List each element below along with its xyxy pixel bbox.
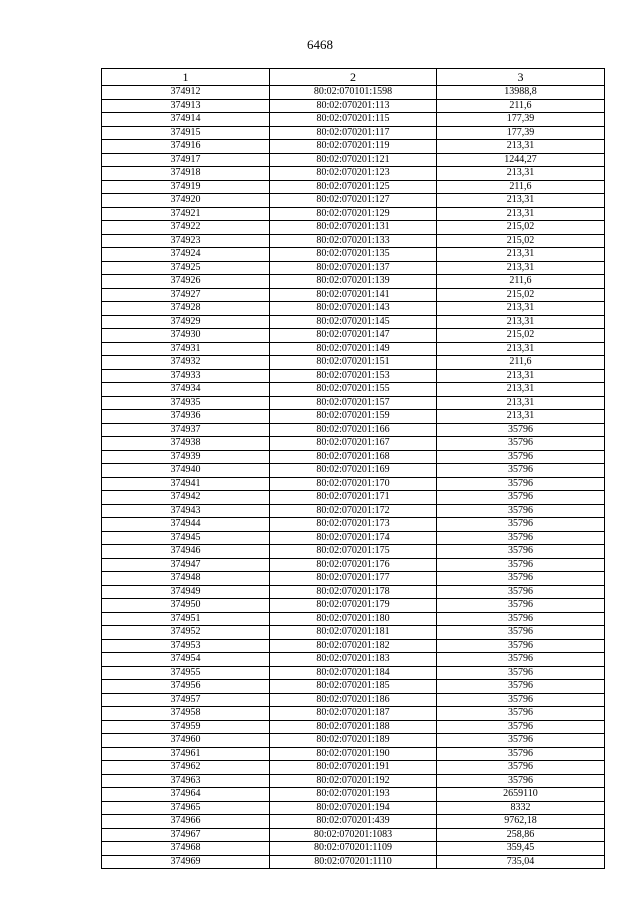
cadastral-number-cell: 80:02:070201:125 <box>270 180 437 194</box>
table-row <box>102 207 605 221</box>
value-cell: 177,39 <box>437 113 605 127</box>
value-cell: 213,31 <box>437 383 605 397</box>
value-cell: 35796 <box>437 491 605 505</box>
value-cell: 215,02 <box>437 221 605 235</box>
cadastral-number-cell: 80:02:070201:170 <box>270 477 437 491</box>
table-row <box>102 302 605 316</box>
record-number-cell: 374949 <box>102 585 270 599</box>
cadastral-number-cell: 80:02:070201:145 <box>270 315 437 329</box>
record-number-cell: 374912 <box>102 86 270 100</box>
record-number-cell: 374963 <box>102 774 270 788</box>
table-row <box>102 275 605 289</box>
table-row <box>102 774 605 788</box>
cadastral-number-cell: 80:02:070201:182 <box>270 639 437 653</box>
cadastral-number-cell: 80:02:070201:171 <box>270 491 437 505</box>
value-cell: 215,02 <box>437 329 605 343</box>
value-cell: 213,31 <box>437 369 605 383</box>
record-number-cell: 374959 <box>102 720 270 734</box>
value-cell: 213,31 <box>437 248 605 262</box>
record-number-cell: 374917 <box>102 153 270 167</box>
value-cell: 213,31 <box>437 410 605 424</box>
table-row <box>102 194 605 208</box>
value-cell: 35796 <box>437 518 605 532</box>
record-number-cell: 374965 <box>102 801 270 815</box>
cadastral-number-cell: 80:02:070201:174 <box>270 531 437 545</box>
value-cell: 211,6 <box>437 180 605 194</box>
record-number-cell: 374943 <box>102 504 270 518</box>
table-row <box>102 693 605 707</box>
record-number-cell: 374955 <box>102 666 270 680</box>
cadastral-number-cell: 80:02:070201:135 <box>270 248 437 262</box>
cadastral-number-cell: 80:02:070201:183 <box>270 653 437 667</box>
cadastral-number-cell: 80:02:070201:119 <box>270 140 437 154</box>
cadastral-number-cell: 80:02:070201:153 <box>270 369 437 383</box>
value-cell: 735,04 <box>437 855 605 869</box>
value-cell: 35796 <box>437 707 605 721</box>
table-row <box>102 666 605 680</box>
cadastral-number-cell: 80:02:070201:178 <box>270 585 437 599</box>
record-number-cell: 374946 <box>102 545 270 559</box>
cadastral-number-cell: 80:02:070201:176 <box>270 558 437 572</box>
cadastral-number-cell: 80:02:070201:143 <box>270 302 437 316</box>
cadastral-number-cell: 80:02:070201:167 <box>270 437 437 451</box>
table-row <box>102 599 605 613</box>
value-cell: 35796 <box>437 626 605 640</box>
record-number-cell: 374969 <box>102 855 270 869</box>
record-number-cell: 374967 <box>102 828 270 842</box>
record-number-cell: 374923 <box>102 234 270 248</box>
table-row <box>102 653 605 667</box>
record-number-cell: 374964 <box>102 788 270 802</box>
value-cell: 35796 <box>437 653 605 667</box>
record-number-cell: 374913 <box>102 99 270 113</box>
record-number-cell: 374954 <box>102 653 270 667</box>
cadastral-number-cell: 80:02:070201:169 <box>270 464 437 478</box>
value-cell: 35796 <box>437 612 605 626</box>
cadastral-number-cell: 80:02:070201:191 <box>270 761 437 775</box>
record-number-cell: 374933 <box>102 369 270 383</box>
value-cell: 215,02 <box>437 234 605 248</box>
cadastral-number-cell: 80:02:070201:185 <box>270 680 437 694</box>
value-cell: 35796 <box>437 734 605 748</box>
cadastral-number-cell: 80:02:070201:155 <box>270 383 437 397</box>
cadastral-number-cell: 80:02:070201:131 <box>270 221 437 235</box>
record-number-cell: 374945 <box>102 531 270 545</box>
value-cell: 35796 <box>437 666 605 680</box>
table-row <box>102 153 605 167</box>
table-row <box>102 477 605 491</box>
table-row <box>102 815 605 829</box>
table-row <box>102 855 605 869</box>
cadastral-number-cell: 80:02:070201:127 <box>270 194 437 208</box>
table-row <box>102 180 605 194</box>
table-row <box>102 707 605 721</box>
value-cell: 13988,8 <box>437 86 605 100</box>
cadastral-number-cell: 80:02:070201:151 <box>270 356 437 370</box>
table-row <box>102 491 605 505</box>
record-number-cell: 374968 <box>102 842 270 856</box>
record-number-cell: 374953 <box>102 639 270 653</box>
record-number-cell: 374937 <box>102 423 270 437</box>
table-row <box>102 437 605 451</box>
cadastral-number-cell: 80:02:070201:175 <box>270 545 437 559</box>
record-number-cell: 374942 <box>102 491 270 505</box>
cadastral-number-cell: 80:02:070201:133 <box>270 234 437 248</box>
cadastral-number-cell: 80:02:070201:113 <box>270 99 437 113</box>
table-row <box>102 221 605 235</box>
table-body <box>102 86 605 869</box>
record-number-cell: 374961 <box>102 747 270 761</box>
value-cell: 213,31 <box>437 261 605 275</box>
value-cell: 359,45 <box>437 842 605 856</box>
value-cell: 35796 <box>437 504 605 518</box>
value-cell: 35796 <box>437 585 605 599</box>
cadastral-number-cell: 80:02:070201:173 <box>270 518 437 532</box>
value-cell: 35796 <box>437 774 605 788</box>
cadastral-number-cell: 80:02:070201:192 <box>270 774 437 788</box>
value-cell: 1244,27 <box>437 153 605 167</box>
value-cell: 2659110 <box>437 788 605 802</box>
value-cell: 177,39 <box>437 126 605 140</box>
record-number-cell: 374932 <box>102 356 270 370</box>
table-row <box>102 86 605 100</box>
table-row <box>102 248 605 262</box>
table-row <box>102 450 605 464</box>
cadastral-number-cell: 80:02:070201:1109 <box>270 842 437 856</box>
cadastral-number-cell: 80:02:070201:193 <box>270 788 437 802</box>
table-header-row <box>102 69 605 86</box>
cadastral-number-cell: 80:02:070201:149 <box>270 342 437 356</box>
table-row <box>102 788 605 802</box>
cadastral-number-cell: 80:02:070201:1083 <box>270 828 437 842</box>
table-row <box>102 585 605 599</box>
value-cell: 258,86 <box>437 828 605 842</box>
table-row <box>102 761 605 775</box>
cadastral-number-cell: 80:02:070101:1598 <box>270 86 437 100</box>
value-cell: 215,02 <box>437 288 605 302</box>
value-cell: 213,31 <box>437 302 605 316</box>
cadastral-number-cell: 80:02:070201:159 <box>270 410 437 424</box>
table-row <box>102 626 605 640</box>
cadastral-number-cell: 80:02:070201:1110 <box>270 855 437 869</box>
table-row <box>102 518 605 532</box>
value-cell: 35796 <box>437 572 605 586</box>
record-number-cell: 374929 <box>102 315 270 329</box>
record-number-cell: 374935 <box>102 396 270 410</box>
record-number-cell: 374925 <box>102 261 270 275</box>
record-number-cell: 374922 <box>102 221 270 235</box>
value-cell: 35796 <box>437 693 605 707</box>
cadastral-number-cell: 80:02:070201:115 <box>270 113 437 127</box>
cadastral-number-cell: 80:02:070201:439 <box>270 815 437 829</box>
column-header: 2 <box>270 69 437 86</box>
table-row <box>102 545 605 559</box>
cadastral-number-cell: 80:02:070201:137 <box>270 261 437 275</box>
cadastral-number-cell: 80:02:070201:121 <box>270 153 437 167</box>
column-header: 3 <box>437 69 605 86</box>
value-cell: 213,31 <box>437 167 605 181</box>
value-cell: 8332 <box>437 801 605 815</box>
table-row <box>102 315 605 329</box>
table-row <box>102 396 605 410</box>
table-row <box>102 572 605 586</box>
value-cell: 213,31 <box>437 342 605 356</box>
cadastral-number-cell: 80:02:070201:117 <box>270 126 437 140</box>
record-number-cell: 374938 <box>102 437 270 451</box>
cadastral-number-cell: 80:02:070201:187 <box>270 707 437 721</box>
value-cell: 35796 <box>437 531 605 545</box>
record-number-cell: 374939 <box>102 450 270 464</box>
record-number-cell: 374957 <box>102 693 270 707</box>
record-number-cell: 374940 <box>102 464 270 478</box>
record-number-cell: 374919 <box>102 180 270 194</box>
record-number-cell: 374921 <box>102 207 270 221</box>
record-number-cell: 374934 <box>102 383 270 397</box>
table-row <box>102 639 605 653</box>
cadastral-number-cell: 80:02:070201:123 <box>270 167 437 181</box>
column-header: 1 <box>102 69 270 86</box>
record-number-cell: 374950 <box>102 599 270 613</box>
table-row <box>102 329 605 343</box>
cadastral-number-cell: 80:02:070201:189 <box>270 734 437 748</box>
table-row <box>102 410 605 424</box>
record-number-cell: 374920 <box>102 194 270 208</box>
value-cell: 35796 <box>437 423 605 437</box>
record-number-cell: 374927 <box>102 288 270 302</box>
record-number-cell: 374915 <box>102 126 270 140</box>
table-row <box>102 828 605 842</box>
record-number-cell: 374948 <box>102 572 270 586</box>
cadastral-number-cell: 80:02:070201:147 <box>270 329 437 343</box>
record-number-cell: 374918 <box>102 167 270 181</box>
table-row <box>102 504 605 518</box>
table-row <box>102 558 605 572</box>
table-row <box>102 531 605 545</box>
table-row <box>102 423 605 437</box>
record-number-cell: 374936 <box>102 410 270 424</box>
table-row <box>102 680 605 694</box>
value-cell: 35796 <box>437 477 605 491</box>
record-number-cell: 374941 <box>102 477 270 491</box>
record-number-cell: 374928 <box>102 302 270 316</box>
table-row <box>102 99 605 113</box>
cadastral-number-cell: 80:02:070201:194 <box>270 801 437 815</box>
record-number-cell: 374952 <box>102 626 270 640</box>
table-row <box>102 734 605 748</box>
table-row <box>102 464 605 478</box>
value-cell: 35796 <box>437 680 605 694</box>
value-cell: 213,31 <box>437 207 605 221</box>
value-cell: 35796 <box>437 720 605 734</box>
record-number-cell: 374960 <box>102 734 270 748</box>
cadastral-number-cell: 80:02:070201:190 <box>270 747 437 761</box>
value-cell: 213,31 <box>437 315 605 329</box>
value-cell: 9762,18 <box>437 815 605 829</box>
record-number-cell: 374944 <box>102 518 270 532</box>
data-table <box>101 68 605 869</box>
value-cell: 35796 <box>437 761 605 775</box>
cadastral-number-cell: 80:02:070201:184 <box>270 666 437 680</box>
value-cell: 35796 <box>437 639 605 653</box>
record-number-cell: 374958 <box>102 707 270 721</box>
value-cell: 211,6 <box>437 99 605 113</box>
value-cell: 213,31 <box>437 140 605 154</box>
table-row <box>102 356 605 370</box>
record-number-cell: 374931 <box>102 342 270 356</box>
record-number-cell: 374916 <box>102 140 270 154</box>
table-row <box>102 113 605 127</box>
table-row <box>102 720 605 734</box>
cadastral-number-cell: 80:02:070201:186 <box>270 693 437 707</box>
value-cell: 35796 <box>437 464 605 478</box>
record-number-cell: 374926 <box>102 275 270 289</box>
value-cell: 213,31 <box>437 194 605 208</box>
record-number-cell: 374956 <box>102 680 270 694</box>
record-number-cell: 374947 <box>102 558 270 572</box>
table-row <box>102 126 605 140</box>
cadastral-number-cell: 80:02:070201:168 <box>270 450 437 464</box>
table-row <box>102 801 605 815</box>
cadastral-number-cell: 80:02:070201:141 <box>270 288 437 302</box>
cadastral-number-cell: 80:02:070201:188 <box>270 720 437 734</box>
page-number: 6468 <box>307 37 333 52</box>
table-row <box>102 167 605 181</box>
table-row <box>102 383 605 397</box>
record-number-cell: 374966 <box>102 815 270 829</box>
cadastral-number-cell: 80:02:070201:177 <box>270 572 437 586</box>
record-number-cell: 374914 <box>102 113 270 127</box>
record-number-cell: 374930 <box>102 329 270 343</box>
cadastral-number-cell: 80:02:070201:157 <box>270 396 437 410</box>
table-row <box>102 342 605 356</box>
value-cell: 213,31 <box>437 396 605 410</box>
table-row <box>102 747 605 761</box>
record-number-cell: 374962 <box>102 761 270 775</box>
value-cell: 35796 <box>437 437 605 451</box>
table-row <box>102 842 605 856</box>
table-row <box>102 612 605 626</box>
value-cell: 35796 <box>437 599 605 613</box>
value-cell: 211,6 <box>437 275 605 289</box>
value-cell: 35796 <box>437 558 605 572</box>
table-row <box>102 140 605 154</box>
table-row <box>102 369 605 383</box>
value-cell: 35796 <box>437 545 605 559</box>
value-cell: 35796 <box>437 450 605 464</box>
cadastral-number-cell: 80:02:070201:166 <box>270 423 437 437</box>
record-number-cell: 374951 <box>102 612 270 626</box>
value-cell: 35796 <box>437 747 605 761</box>
cadastral-number-cell: 80:02:070201:129 <box>270 207 437 221</box>
table-row <box>102 261 605 275</box>
value-cell: 211,6 <box>437 356 605 370</box>
cadastral-number-cell: 80:02:070201:179 <box>270 599 437 613</box>
cadastral-number-cell: 80:02:070201:180 <box>270 612 437 626</box>
cadastral-number-cell: 80:02:070201:172 <box>270 504 437 518</box>
record-number-cell: 374924 <box>102 248 270 262</box>
table-row <box>102 234 605 248</box>
cadastral-number-cell: 80:02:070201:139 <box>270 275 437 289</box>
table-row <box>102 288 605 302</box>
cadastral-number-cell: 80:02:070201:181 <box>270 626 437 640</box>
